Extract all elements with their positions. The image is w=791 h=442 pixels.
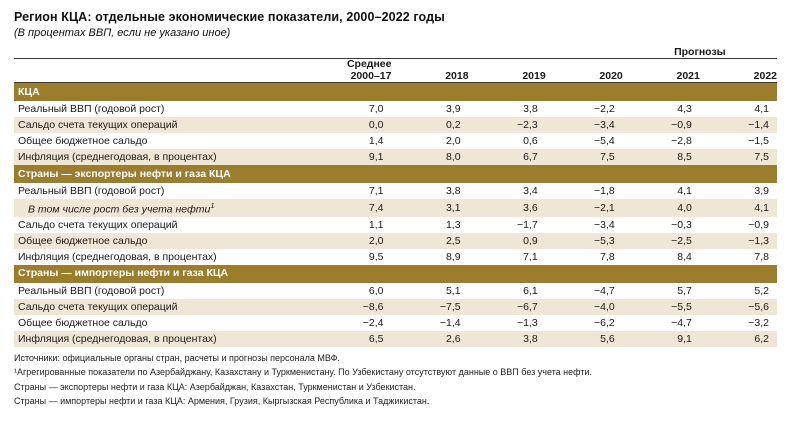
table-row	[14, 217, 777, 233]
header-col-2021: 2021	[623, 59, 700, 83]
row-value: 8,0	[391, 149, 468, 165]
table-notes	[14, 352, 777, 409]
row-label-text: Реальный ВВП (годовой рост)	[18, 103, 165, 115]
row-label-text: Общее бюджетное сальдо	[18, 234, 148, 247]
row-value: −6,7	[469, 299, 546, 315]
row-value: 6,7	[469, 149, 546, 165]
row-value: −5,3	[546, 233, 623, 249]
table-row	[14, 183, 777, 199]
row-value: 9,5	[314, 249, 391, 265]
row-value: −6,2	[546, 315, 623, 331]
economic-indicators-table	[14, 44, 777, 347]
header-col-average	[314, 59, 391, 83]
header-col-2019: 2019	[469, 59, 546, 83]
row-label	[14, 315, 314, 331]
table-row	[14, 315, 777, 331]
row-value: 7,1	[314, 183, 391, 199]
table-header-row	[14, 59, 777, 83]
row-value: 4,3	[623, 101, 700, 117]
row-value: 4,0	[623, 199, 700, 217]
header-forecast-group: Прогнозы	[623, 44, 777, 59]
row-label-text: Инфляция (среднегодовая, в процентах)	[18, 332, 217, 345]
row-value: −5,4	[546, 133, 623, 149]
row-value: 5,7	[623, 283, 700, 299]
row-value: −4,7	[623, 315, 700, 331]
row-value: 1,3	[391, 217, 468, 233]
table-section-header	[14, 265, 777, 283]
row-value: −2,1	[546, 199, 623, 217]
note-importers: Страны — импортеры нефти и газа КЦА: Армения, Грузия, Кыргызская Республика и Таджикистан.	[14, 396, 430, 406]
header-spacer	[546, 44, 623, 59]
row-label-text: Сальдо счета текущих операций	[18, 119, 178, 131]
row-label-text: В том числе рост без учета нефти	[28, 203, 211, 216]
row-value: −2,3	[469, 117, 546, 133]
row-label	[14, 249, 314, 265]
row-value: 2,0	[391, 133, 468, 149]
table-row	[14, 149, 777, 165]
row-value: −0,3	[623, 217, 700, 233]
header-col-average-line2: 2000–17	[350, 69, 392, 82]
row-label	[14, 133, 314, 149]
row-value: 8,4	[623, 249, 700, 265]
row-value: −0,9	[623, 117, 700, 133]
row-label-text: Сальдо счета текущих операций	[18, 218, 178, 231]
row-value: 3,8	[391, 183, 468, 199]
row-value: −1,3	[469, 315, 546, 331]
header-col-average-line1: Среднее	[346, 58, 392, 70]
row-value: 7,4	[314, 199, 391, 217]
row-label-text: Инфляция (среднегодовая, в процентах)	[18, 250, 217, 263]
header-spacer	[14, 44, 314, 59]
section-title: Страны — экспортеры нефти и газа КЦА	[14, 165, 777, 183]
note-footnote-1: ¹Агрегированные показатели по Азербайджану, Казахстану и Туркменистану. По Узбекистану отсутствуют данные о ВВП без учета нефти.	[14, 367, 593, 377]
row-value: −0,9	[700, 217, 777, 233]
row-value: 6,0	[314, 283, 391, 299]
row-label	[14, 199, 314, 217]
row-label	[14, 217, 314, 233]
row-value: 1,4	[314, 133, 391, 149]
row-value: −1,7	[469, 217, 546, 233]
row-value: 3,4	[469, 183, 546, 199]
row-value: 5,6	[546, 331, 623, 347]
page-subtitle: (В процентах ВВП, если не указано иное)	[14, 27, 231, 39]
row-value: 3,9	[700, 183, 777, 199]
row-value: 9,1	[314, 149, 391, 165]
row-value: −4,7	[546, 283, 623, 299]
row-label	[14, 149, 314, 165]
row-label-text: Сальдо счета текущих операций	[18, 300, 178, 313]
row-value: 0,9	[469, 233, 546, 249]
row-label	[14, 299, 314, 315]
row-value: 2,6	[391, 331, 468, 347]
table-row	[14, 101, 777, 117]
row-value: 0,2	[391, 117, 468, 133]
header-spacer	[469, 44, 546, 59]
row-value: 5,1	[391, 283, 468, 299]
row-value: 9,1	[623, 331, 700, 347]
row-value: 8,5	[623, 149, 700, 165]
table-row	[14, 117, 777, 133]
row-label	[14, 117, 314, 133]
row-value: −1,4	[391, 315, 468, 331]
row-value: 5,2	[700, 283, 777, 299]
row-value: 7,8	[546, 249, 623, 265]
note-sources: Источники: официальные органы стран, расчеты и прогнозы персонала МВФ.	[14, 352, 340, 363]
row-value: −3,4	[546, 217, 623, 233]
row-value: −1,5	[700, 133, 777, 149]
row-value: −2,8	[623, 133, 700, 149]
row-value: −5,6	[700, 299, 777, 315]
row-value: 6,1	[469, 283, 546, 299]
table-row	[14, 233, 777, 249]
row-value: 3,1	[391, 199, 468, 217]
header-col-2022: 2022	[700, 59, 777, 83]
table-body	[14, 83, 777, 347]
section-title: КЦА	[14, 83, 777, 102]
table-header-group-row	[14, 44, 777, 59]
row-value: 8,9	[391, 249, 468, 265]
row-value: 7,1	[469, 249, 546, 265]
row-value: 7,5	[546, 149, 623, 165]
row-value: 7,0	[314, 101, 391, 117]
row-value: −3,4	[546, 117, 623, 133]
row-value: 7,5	[700, 149, 777, 165]
row-label	[14, 331, 314, 347]
row-value: 0,0	[314, 117, 391, 133]
row-label-text: Общее бюджетное сальдо	[18, 135, 148, 147]
row-value: −1,8	[546, 183, 623, 199]
page-title: Регион КЦА: отдельные экономические показатели, 2000–2022 годы	[14, 10, 445, 24]
table-row	[14, 199, 777, 217]
header-col-2018: 2018	[391, 59, 468, 83]
row-value: −1,4	[700, 117, 777, 133]
row-value: 2,5	[391, 233, 468, 249]
row-label-text: Инфляция (среднегодовая, в процентах)	[18, 151, 217, 163]
row-label	[14, 101, 314, 117]
row-value: −3,2	[700, 315, 777, 331]
row-value: −4,0	[546, 299, 623, 315]
row-label-text: Реальный ВВП (годовой рост)	[18, 284, 165, 297]
row-value: 3,8	[469, 331, 546, 347]
row-value: 1,1	[314, 217, 391, 233]
table-section-header	[14, 165, 777, 183]
row-label-text: Реальный ВВП (годовой рост)	[18, 185, 165, 197]
section-title: Страны — импортеры нефти и газа КЦА	[14, 265, 777, 283]
row-value: 2,0	[314, 233, 391, 249]
row-value: 6,2	[700, 331, 777, 347]
table-section-header	[14, 83, 777, 102]
header-spacer	[391, 44, 468, 59]
row-value: 3,9	[391, 101, 468, 117]
table-row	[14, 299, 777, 315]
row-label	[14, 283, 314, 299]
footnote-marker: 1	[210, 201, 215, 210]
table-row	[14, 331, 777, 347]
row-value: 0,6	[469, 133, 546, 149]
row-value: 4,1	[623, 183, 700, 199]
row-label	[14, 233, 314, 249]
row-label	[14, 183, 314, 199]
row-value: 4,1	[700, 101, 777, 117]
row-value: −2,5	[623, 233, 700, 249]
row-value: 3,6	[469, 199, 546, 217]
row-value: 7,8	[700, 249, 777, 265]
header-spacer	[314, 44, 391, 59]
table-header	[14, 44, 777, 83]
row-value: −2,2	[546, 101, 623, 117]
row-value: −2,4	[314, 315, 391, 331]
note-exporters: Страны — экспортеры нефти и газа КЦА: Азербайджан, Казахстан, Туркменистан и Узбекистан.	[14, 381, 416, 392]
row-value: −1,3	[700, 233, 777, 249]
row-value: −8,6	[314, 299, 391, 315]
row-label-text: Общее бюджетное сальдо	[18, 316, 148, 329]
header-col-label	[14, 59, 314, 83]
table-row	[14, 133, 777, 149]
table-row	[14, 283, 777, 299]
row-value: 6,5	[314, 331, 391, 347]
row-value: 4,1	[700, 199, 777, 217]
row-value: 3,8	[469, 101, 546, 117]
row-value: −5,5	[623, 299, 700, 315]
header-col-2020: 2020	[546, 59, 623, 83]
table-row	[14, 249, 777, 265]
row-value: −7,5	[391, 299, 468, 315]
